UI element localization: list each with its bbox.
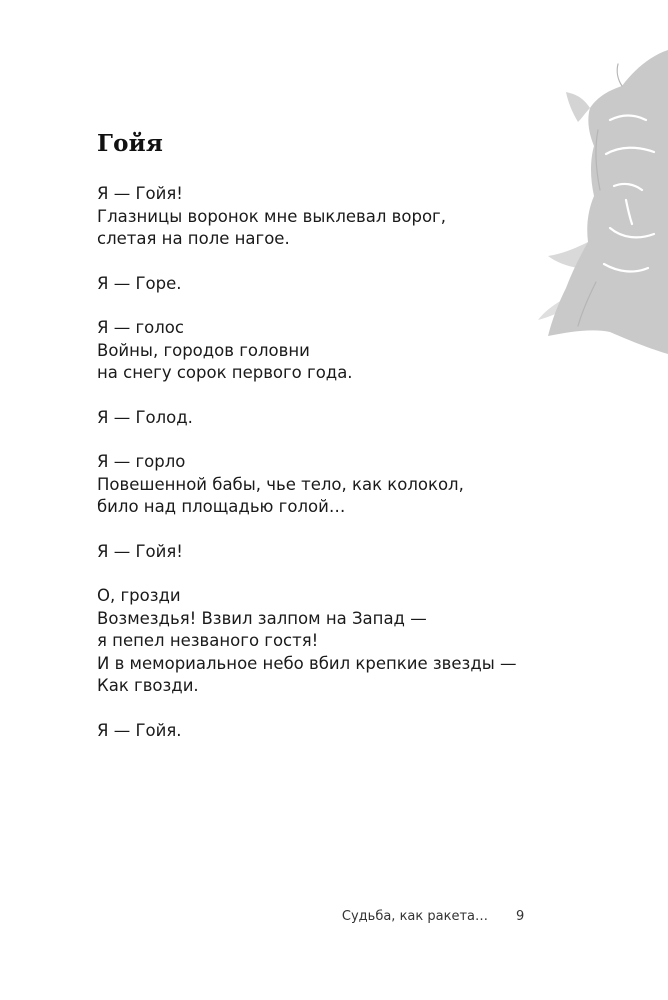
stanza: [97, 451, 567, 519]
poem-line: я пепел незваного гостя!: [97, 631, 319, 650]
stanza: [97, 407, 567, 430]
stanza: [97, 317, 567, 385]
stanza: [97, 183, 567, 251]
poem-line: Возмездья! Взвил залпом на Запад —: [97, 608, 427, 628]
poem-line: О, грозди: [97, 586, 181, 605]
running-title: Судьба, как ракета…: [341, 909, 488, 924]
poem-line: Я — Гойя!: [97, 541, 183, 561]
poem-line: Я — горло: [97, 452, 186, 471]
poem-body: [97, 183, 567, 764]
stanza: [97, 585, 567, 698]
poem-line: Я — голос: [97, 318, 184, 337]
poem-line: слетая на поле нагое.: [97, 229, 290, 248]
stanza: [97, 273, 567, 296]
page-number: 9: [516, 909, 525, 924]
poem-line: Я — Горе.: [97, 273, 182, 293]
poem-line: на снегу сорок первого года.: [97, 363, 353, 382]
poem-line: Глазницы воронок мне выклевал ворог,: [97, 206, 446, 226]
poem-line: Я — Гойя.: [97, 720, 182, 740]
stanza: [97, 541, 567, 564]
poem-line: Повешенной бабы, чье тело, как колокол,: [97, 474, 464, 494]
poem-line: Как гвозди.: [97, 676, 199, 695]
poem-line: И в мемориальное небо вбил крепкие звезды —: [97, 653, 517, 673]
stanza: [97, 720, 567, 743]
poem-line: Я — Гойя!: [97, 184, 183, 203]
poem-line: Я — Голод.: [97, 407, 193, 427]
poem-title: Гойя: [97, 130, 164, 157]
poem-line: било над площадью голой…: [97, 497, 346, 516]
poem-line: Войны, городов головни: [97, 340, 310, 360]
page-footer: [0, 909, 668, 931]
